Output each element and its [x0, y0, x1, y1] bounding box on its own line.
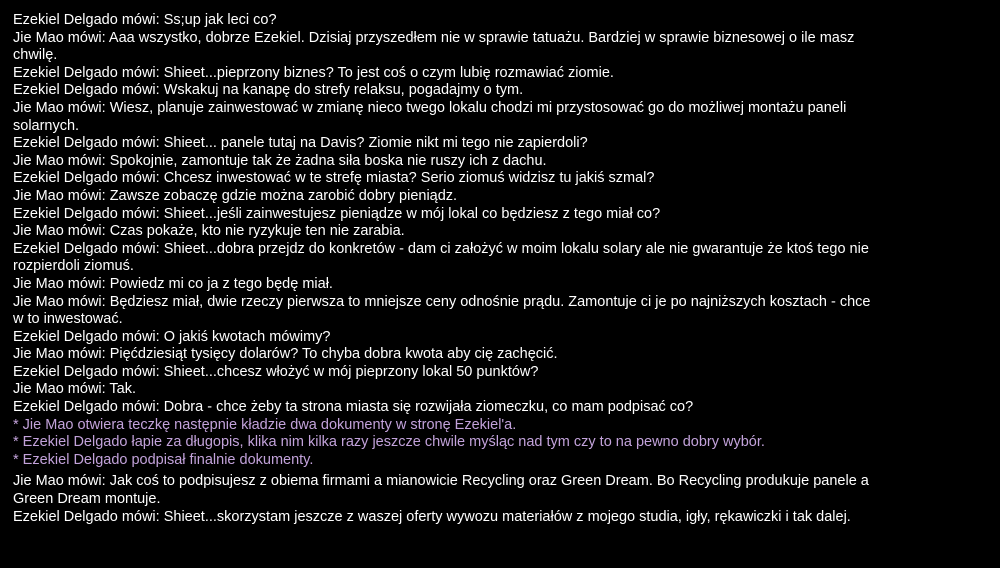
chat-log [13, 12, 875, 526]
chat-action-line: * Ezekiel Delgado podpisał finalnie dokumenty. [13, 451, 314, 468]
chat-line: Jie Mao mówi: Aaa wszystko, dobrze Ezekiel. Dzisiaj przyszedłem nie w sprawie tatuażu. Bardziej w sprawie biznesowej o ile masz chwilę. [13, 29, 855, 64]
chat-line: Ezekiel Delgado mówi: Chcesz inwestować w te strefę miasta? Serio ziomuś widzisz tu jakiś szmal? [13, 170, 655, 187]
chat-line: Ezekiel Delgado mówi: Shieet...chcesz włożyć w mój pieprzony lokal 50 punktów? [13, 363, 539, 380]
chat-line: Jie Mao mówi: Powiedz mi co ja z tego będę miał. [13, 275, 333, 292]
chat-line: Ezekiel Delgado mówi: Shieet... panele tutaj na Davis? Ziomie nikt mi tego nie zapierdoli? [13, 135, 588, 152]
chat-action-line: * Ezekiel Delgado łapie za długopis, klika nim kilka razy jeszcze chwile myśląc nad tym czy to na pewno dobry wybór. [13, 434, 765, 451]
chat-action-line: * Jie Mao otwiera teczkę następnie kładzie dwa dokumenty w stronę Ezekiel'a. [13, 416, 517, 433]
chat-line: Ezekiel Delgado mówi: Shieet...pieprzony biznes? To jest coś o czym lubię rozmawiać ziomie. [13, 64, 614, 81]
chat-line: Ezekiel Delgado mówi: Shieet...jeśli zainwestujesz pieniądze w mój lokal co będziesz z tego miał co? [13, 205, 661, 222]
chat-line: Jie Mao mówi: Zawsze zobaczę gdzie można zarobić dobry pieniądz. [13, 187, 458, 204]
chat-line: Jie Mao mówi: Pięćdziesiąt tysięcy dolarów? To chyba dobra kwota aby cię zachęcić. [13, 346, 558, 363]
chat-line: Ezekiel Delgado mówi: Shieet...dobra przejdz do konkretów - dam ci założyć w moim lokalu solary ale nie gwarantuje że ktoś tego nie rozpierdoli ziomuś. [13, 240, 869, 275]
chat-line: Ezekiel Delgado mówi: Wskakuj na kanapę do strefy relaksu, pogadajmy o tym. [13, 82, 524, 99]
chat-line: Jie Mao mówi: Czas pokaże, kto nie ryzykuje ten nie zarabia. [13, 223, 405, 240]
chat-line: Ezekiel Delgado mówi: Dobra - chce żeby ta strona miasta się rozwijała ziomeczku, co mam podpisać co? [13, 399, 694, 416]
chat-line: Jie Mao mówi: Jak coś to podpisujesz z obiema firmami a mianowicie Recycling oraz Green Dream. Bo Recycling produkuje panele a Green Dream montuje. [13, 473, 869, 508]
chat-line: Ezekiel Delgado mówi: Shieet...skorzystam jeszcze z waszej oferty wywozu materiałów z mojego studia, igły, rękawiczki i tak dalej. [13, 508, 851, 525]
chat-line: Jie Mao mówi: Będziesz miał, dwie rzeczy pierwsza to mniejsze ceny odnośnie prądu. Zamontuje ci je po najniższych kosztach - chce w to inwestować. [13, 293, 871, 328]
chat-line: Ezekiel Delgado mówi: Ss;up jak leci co? [13, 12, 277, 28]
chat-line: Jie Mao mówi: Spokojnie, zamontuje tak że żadna siła boska nie ruszy ich z dachu. [13, 152, 547, 169]
chat-line: Jie Mao mówi: Wiesz, planuje zainwestować w zmianę nieco twego lokalu chodzi mi przystosować go do możliwej montażu paneli solarnych. [13, 99, 847, 134]
chat-line: Jie Mao mówi: Tak. [13, 381, 137, 398]
chat-line: Ezekiel Delgado mówi: O jakiś kwotach mówimy? [13, 328, 331, 345]
